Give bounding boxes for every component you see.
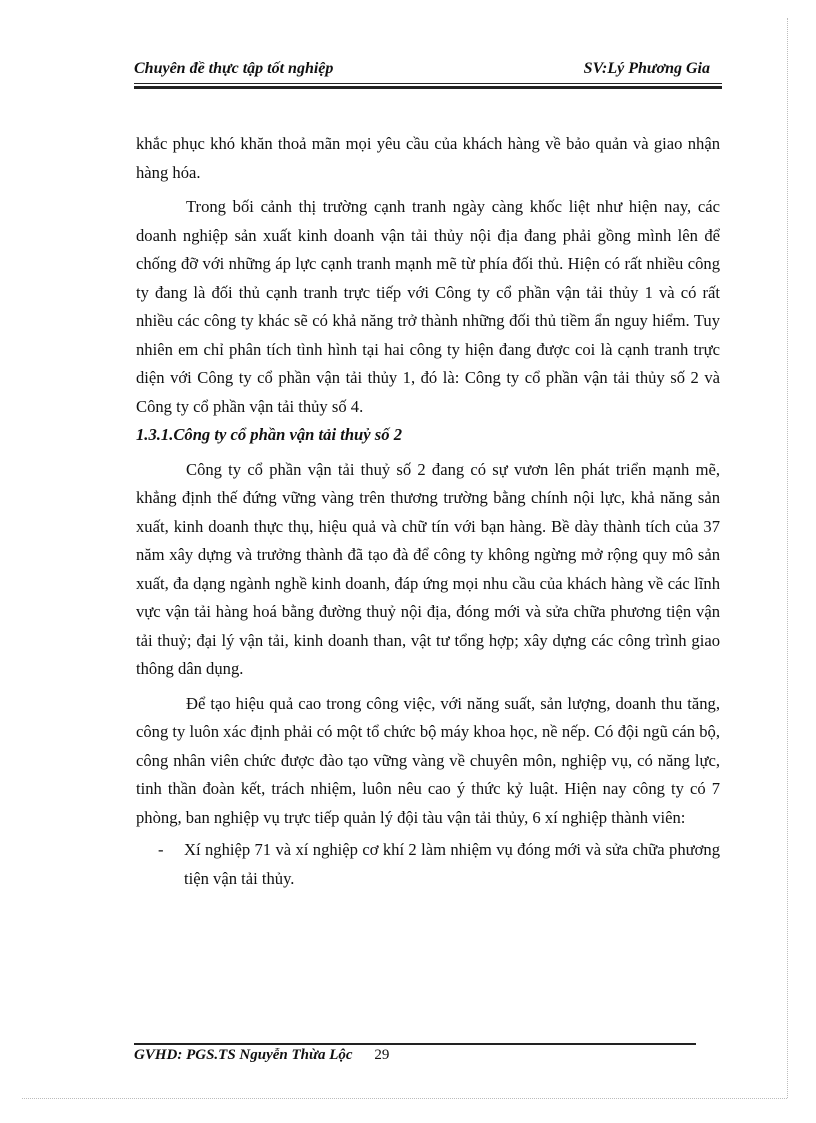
paragraph-4: Để tạo hiệu quả cao trong công việc, với năng suất, sản lượng, doanh thu tăng, công ty luôn xác định phải có một tổ chức bộ máy khoa học, nề nếp. Có đội ngũ cán bộ, công nhân viên chức được đào tạo vững vàng về chuyên môn, nghiệp vụ, có năng lực, tinh thần đoàn kết, trách nhiệm, luôn nêu cao ý thức kỷ luật. Hiện nay công ty có 7 phòng, ban nghiệp vụ trực tiếp quản lý đội tàu vận tải thủy, 6 xí nghiệp thành viên: (136, 693, 720, 827)
list-dash: - (158, 840, 164, 859)
list-item (136, 836, 720, 893)
document-body (136, 130, 720, 893)
section-heading: 1.3.1.Công ty cổ phần vận tải thuỷ số 2 (136, 425, 402, 444)
page-header (134, 56, 722, 82)
paragraph-2: Trong bối cảnh thị trường cạnh tranh ngày càng khốc liệt như hiện nay, các doanh nghiệp sản xuất kinh doanh vận tải thủy nội địa đang phải gồng mình lên để chống đỡ với những áp lực cạnh tranh mạnh mẽ từ phía đối thủ. Hiện có rất nhiều công ty đang là đối thủ cạnh tranh trực tiếp với Công ty cổ phần vận tải thủy 1 và có rất nhiều các công ty khác sẽ có khả năng trở thành những đối thủ tiềm ẩn nguy hiểm. Tuy nhiên em chỉ phân tích tình hình tại hai công ty hiện đang được coi là cạnh tranh trực diện với Công ty cổ phần vận tải thủy 1, đó là: Công ty cổ phần vận tải thủy số 2 và Công ty cổ phần vận tải thủy số 4. (136, 197, 720, 416)
header-title: Chuyên đề thực tập tốt nghiệp (134, 60, 334, 77)
footer-advisor: GVHD: PGS.TS Nguyễn Thừa Lộc (134, 1047, 353, 1063)
header-divider (134, 83, 722, 89)
page-border-bottom (22, 1098, 787, 1099)
footer-divider (134, 1043, 696, 1045)
page-number: 29 (374, 1047, 390, 1063)
page-footer (134, 1047, 389, 1064)
page-border-right (787, 18, 788, 1098)
paragraph-3: Công ty cổ phần vận tải thuỷ số 2 đang có sự vươn lên phát triển mạnh mẽ, khẳng định thế đứng vững vàng trên thương trường bằng chính nội lực, khả năng sản xuất, kinh doanh thực thụ, hiệu quả và chữ tín với bạn hàng. Bề dày thành tích của 37 năm xây dựng và trưởng thành đã tạo đà để công ty không ngừng mở rộng quy mô sản xuất, đa dạng ngành nghề kinh doanh, đáp ứng mọi nhu cầu của khách hàng về các lĩnh vực vận tải hàng hoá bằng đường thuỷ nội địa, đóng mới và sửa chữa phương tiện vận tải thuỷ; đại lý vận tải, kinh doanh than, vật tư tổng hợp; xây dựng các công trình giao thông dân dụng. (136, 459, 720, 678)
list-item-text: Xí nghiệp 71 và xí nghiệp cơ khí 2 làm nhiệm vụ đóng mới và sửa chữa phương tiện vận tải thủy. (184, 840, 720, 888)
header-student: SV:Lý Phương Gia (583, 60, 710, 77)
paragraph-1: khắc phục khó khăn thoả mãn mọi yêu cầu của khách hàng về bảo quản và giao nhận hàng hóa. (136, 134, 720, 182)
